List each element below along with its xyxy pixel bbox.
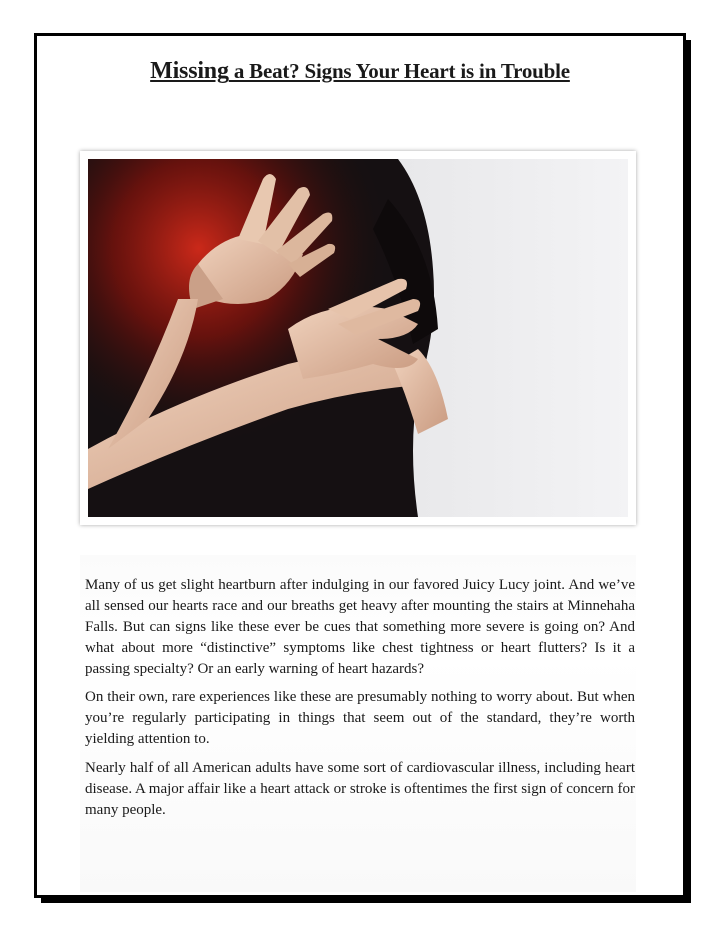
page-title (0, 58, 720, 85)
heart-pain-illustration (88, 159, 628, 517)
heart-pain-photo (88, 159, 628, 517)
paragraph-2: On their own, rare experiences like these are presumably nothing to worry about. But when you’re regularly participating in things that seem out of the standard, they’re worth yielding attention to. (85, 689, 635, 747)
paragraph-1: Many of us get slight heartburn after indulging in our favored Juicy Lucy joint. And we’ve all sensed our hearts race and our breaths get heavy after mounting the stairs at Minnehaha Falls. But can signs like these ever be cues that something more severe is going on? And what about more “distinctive” symptoms like chest tightness or heart flutters? Is it a passing specialty? Or an early warning of heart hazards? (85, 577, 635, 677)
title-rest: a Beat? Signs Your Heart is in Trouble (228, 59, 570, 83)
paragraph-3: Nearly half of all American adults have some sort of cardiovascular illness, including heart disease. A major affair like a heart attack or stroke is oftentimes the first sign of concern for many people. (85, 760, 635, 818)
heart-pain-photo-frame (80, 151, 636, 525)
title-first-word: Missing (150, 58, 229, 84)
